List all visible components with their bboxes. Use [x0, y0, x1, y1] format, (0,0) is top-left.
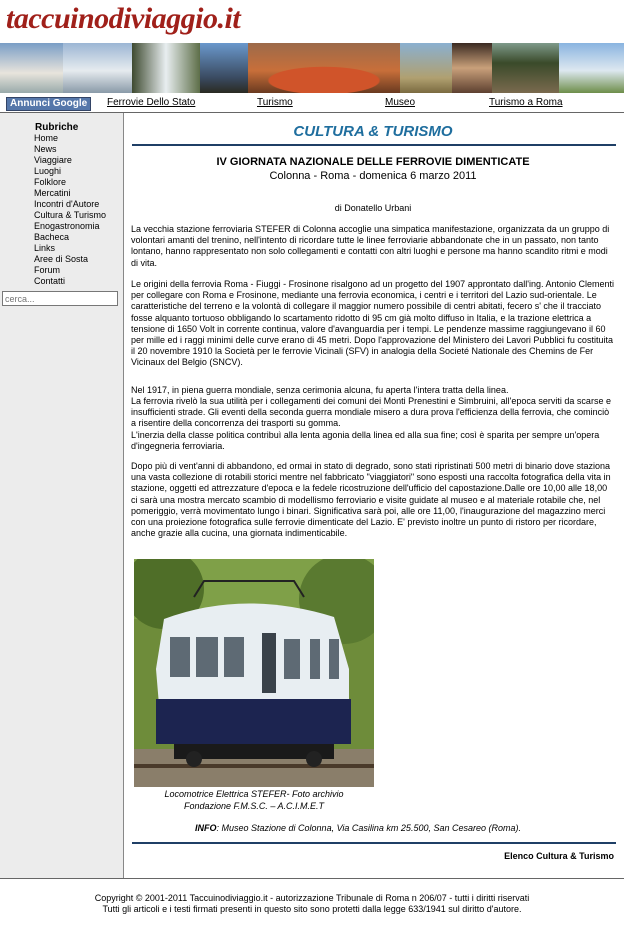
sidebar-item-home[interactable]: Home [34, 133, 59, 143]
footer-legal: Tutti gli articoli e i testi firmati presenti in questo sito sono protetti dalla legge 633/1941 sul diritto d'autore. [102, 904, 522, 914]
banner-photo-5 [248, 43, 400, 93]
banner-photo-1 [0, 43, 63, 93]
title-rule [132, 144, 616, 146]
banner-photo-3 [132, 43, 200, 93]
sidebar-heading: Rubriche [35, 122, 79, 133]
locomotive-photo [134, 559, 374, 787]
sidebar-item-cultura[interactable]: Cultura & Turismo [34, 210, 107, 220]
caption-line-2: Fondazione F.M.S.C. – A.C.I.M.E.T [183, 800, 325, 811]
ad-link-museo[interactable]: Museo [385, 97, 416, 108]
banner-photo-6 [400, 43, 452, 93]
paragraph-decline: L'inerzia della classe politica contribuì alla lenta agonia della linea ed alla sua fine; così è sparita per sempre un'opera d'ingegneria ferroviaria. [131, 430, 600, 452]
banner-photo-8 [492, 43, 559, 93]
section-title: CULTURA & TURISMO [293, 123, 453, 140]
sidebar-item-incontri[interactable]: Incontri d'Autore [34, 199, 100, 209]
article-title: IV GIORNATA NAZIONALE DELLE FERROVIE DIMENTICATE [216, 156, 530, 168]
banner-photo-7 [452, 43, 492, 93]
sidebar-item-viaggiare[interactable]: Viaggiare [34, 155, 72, 165]
footer [0, 893, 624, 915]
paragraph-utility: La ferrovia rivelò la sua utilità per i collegamenti dei comuni dei Monti Prenestini e Simbruini, all'epoca serviti da scarse e insufficienti strade. Gli eventi della seconda guerra mondiale misero a dura prova l'efficienza della ferrovia, che cominciò a risentire della concorrenza dei trasporti su gomma. [131, 396, 611, 429]
footer-copyright: Copyright © 2001-2011 Taccuinodiviaggio.it - autorizzazione Tribunale di Roma n 206/07 - tutti i diritti riservati [94, 893, 530, 903]
sidebar-item-forum[interactable]: Forum [34, 265, 61, 275]
ad-link-turismo-roma[interactable]: Turismo a Roma [489, 97, 563, 108]
paragraph-intro: La vecchia stazione ferroviaria STEFER di Colonna accoglie una simpatica manifestazione, organizzata da un gruppo di volontari amanti del trenino, nell'intento di ricordare tutte le linee ferroviarie abbandonate che in un passato, non tanto lontano, hanno rappresentato non solo collegamenti e contatti con altri luoghi e persone ma hanno scandito ritmi e modi di vita. [131, 224, 610, 268]
bottom-rule [132, 842, 616, 844]
sidebar-item-folklore[interactable]: Folklore [34, 177, 67, 187]
sidebar-item-links[interactable]: Links [34, 243, 56, 253]
sidebar [0, 113, 124, 878]
ad-link-turismo[interactable]: Turismo [257, 97, 293, 108]
elenco-link[interactable]: Elenco Cultura & Turismo [504, 851, 614, 861]
sidebar-item-mercatini[interactable]: Mercatini [34, 188, 71, 198]
info-line [195, 823, 521, 833]
paragraph-restoration: Dopo più di vent'anni di abbandono, ed ormai in stato di degrado, sono stati ripristinati 500 metri di binario dove staziona una vasta collezione di rotabili storici mentre nel fabbricato "viaggiatori" sono esposti una raccolta fotografica della vita in stazione, oggetti ed attrezzature d'epoca e la fedele ricostruzione dell'ufficio del capostazione.Dalle ore 10,00 alle 18,00 ci sarà una mostra mercato scambio di modellismo ferroviario e visite guidate al museo e al materiale rotabile che, nel pomeriggio, verrà movimentato lungo i binari. Significativa sarà poi, alle ore 11,00, l'inaugurazione del magazzino merci con una proiezione fotografica sulle ferrovie dimenticate del Lazio. E' previsto inoltre un punto di ristoro per ricordare, anche grazie alla cucina, una giornata indimenticabile. [131, 461, 611, 539]
search-input[interactable] [2, 291, 118, 306]
photo-banner [0, 43, 624, 93]
info-text: : Museo Stazione di Colonna, Via Casilina km 25.500, San Cesareo (Roma). [216, 823, 521, 833]
sidebar-item-bacheca[interactable]: Bacheca [34, 232, 70, 242]
footer-divider [0, 878, 624, 879]
paragraph-1917: Nel 1917, in piena guerra mondiale, senza cerimonia alcuna, fu aperta l'intera tratta della linea. [131, 385, 509, 395]
sidebar-item-aree-sosta[interactable]: Aree di Sosta [34, 254, 89, 264]
sidebar-menu [34, 133, 106, 287]
banner-photo-2 [63, 43, 132, 93]
photo-caption [134, 789, 374, 812]
sidebar-item-enogastronomia[interactable]: Enogastronomia [34, 221, 100, 231]
info-label: INFO [195, 823, 217, 833]
sidebar-item-contatti[interactable]: Contatti [34, 276, 66, 286]
ad-link-ferrovie[interactable]: Ferrovie Dello Stato [107, 97, 196, 108]
article-author: di Donatello Urbani [334, 203, 412, 213]
sidebar-item-news[interactable]: News [34, 144, 57, 154]
article-subtitle: Colonna - Roma - domenica 6 marzo 2011 [269, 170, 477, 182]
banner-photo-9 [559, 43, 624, 93]
banner-photo-4 [200, 43, 248, 93]
caption-line-1: Locomotrice Elettrica STEFER- Foto archivio [164, 789, 344, 799]
ad-links-bar [0, 96, 624, 112]
site-logo[interactable]: taccuinodiviaggio.it [6, 2, 241, 35]
google-ads-label: Annunci Google [6, 97, 91, 111]
paragraph-origins: Le origini della ferrovia Roma - Fiuggi - Frosinone risalgono ad un progetto del 1907 approntato dall'ing. Antonio Clementi per collegare con Roma e Frosinone, mediante una ferrovia economica, i centri e i territori del Lazio sud-orientale. Le caratteristiche del terreno e la volontà di collegare il maggior numero possibile di centri abitati, fecero s' che il tracciato fosse alquanto tortuoso obbligando lo scartamento ridotto di 95 cm già molto diffuso in Italia, e la trazione elettrica a tensione di 1650 Volt in corrente continua, valore d'avanguardia per i tempi. Le pendenze massime raggiungevano il 60 per mille ed i raggi minimi delle curve erano di 45 metri. Dopo l'approvazione del Ministero dei Lavori Pubblici fu costituita il 20 novembre 1910 la Società per le ferrovie Vicinali (SFV) in analogia della Societé Nationale des Chemins de Fer Vicinaux del Belgio (SNCV). [131, 279, 615, 368]
sidebar-item-luoghi[interactable]: Luoghi [34, 166, 62, 176]
